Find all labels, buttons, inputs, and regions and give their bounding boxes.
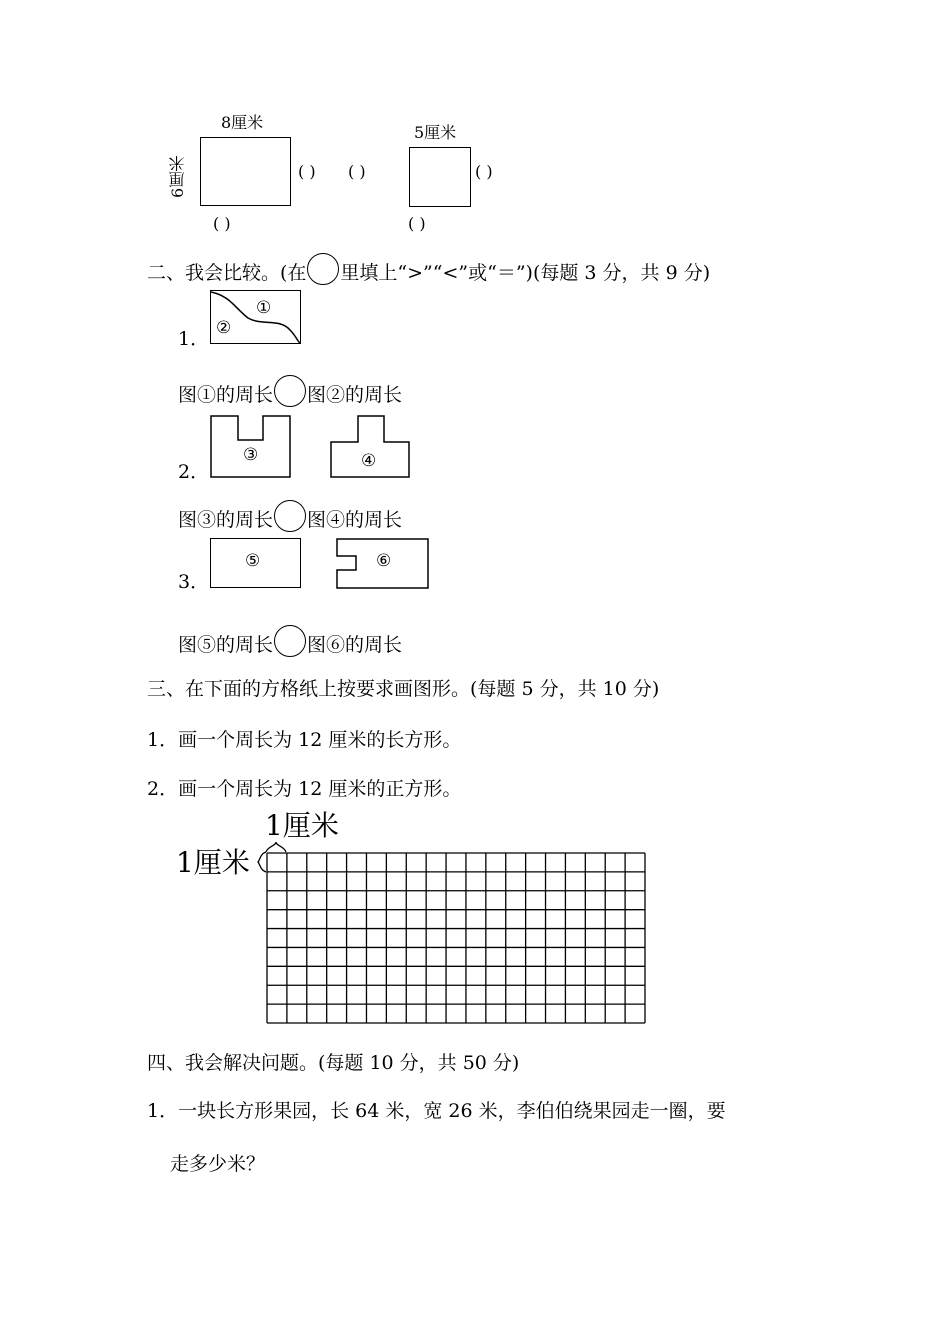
q3-compare-right: 图⑥的周长 (307, 634, 403, 656)
grid-top-label: 1厘米 (265, 809, 339, 842)
paren-square-right: ( ) (475, 162, 493, 181)
label-circle-6: ⑥ (376, 551, 392, 571)
section4-question-1-line1: 1．一块长方形果园，长 64 米，宽 26 米，李伯伯绕果园走一圈，要 (147, 1100, 726, 1122)
q2-compare-left: 图③的周长 (178, 509, 274, 531)
q3-compare-left: 图⑤的周长 (178, 634, 274, 656)
section4-heading: 四、我会解决问题。(每题 10 分，共 50 分) (147, 1052, 520, 1074)
figures-3-4 (210, 415, 410, 478)
square-figure (409, 147, 471, 207)
q2-compare-right: 图④的周长 (307, 509, 403, 531)
label-circle-3: ③ (243, 445, 259, 465)
paren-rect-right: ( ) (298, 162, 316, 181)
q2-compare (178, 500, 402, 532)
answer-circle-2[interactable] (274, 500, 306, 532)
section3-question-2: 2．画一个周长为 12 厘米的正方形。 (147, 778, 462, 800)
section2-heading-part2: 里填上“>”“<”或“＝”)(每题 3 分，共 9 分) (340, 262, 711, 284)
rectangle-figure (200, 137, 291, 206)
q1-number: 1． (178, 328, 210, 350)
answer-circle-1[interactable] (274, 375, 306, 407)
q2-number: 2． (178, 461, 210, 483)
paren-rect-bottom: ( ) (213, 214, 231, 233)
paren-square-bottom: ( ) (408, 214, 426, 233)
section4-question-1-line2: 走多少米？ (170, 1153, 266, 1175)
q3-number: 3． (178, 571, 210, 593)
q3-compare (178, 625, 402, 657)
q1-compare (178, 375, 402, 407)
answer-circle-3[interactable] (274, 625, 306, 657)
q1-compare-right: 图②的周长 (307, 384, 403, 406)
section3-question-1: 1．画一个周长为 12 厘米的长方形。 (147, 729, 462, 751)
square-side-label: 5厘米 (414, 123, 457, 142)
square-grid-paper[interactable] (266, 852, 646, 1024)
rect-width-label: 8厘米 (221, 113, 264, 132)
label-circle-5: ⑤ (245, 551, 261, 571)
grid-left-label: 1厘米 (176, 846, 250, 879)
q1-compare-left: 图①的周长 (178, 384, 274, 406)
paren-square-left: ( ) (348, 162, 366, 181)
blank-circle (307, 253, 339, 285)
rect-height-label: 6厘米 (168, 155, 187, 198)
section3-heading: 三、在下面的方格纸上按要求画图形。(每题 5 分，共 10 分) (147, 678, 660, 700)
section2-heading (147, 253, 710, 285)
section2-heading-part1: 二、我会比较。(在 (147, 262, 307, 284)
label-circle-4: ④ (361, 451, 377, 471)
label-circle-2: ② (216, 318, 232, 338)
label-circle-1: ① (256, 298, 272, 318)
